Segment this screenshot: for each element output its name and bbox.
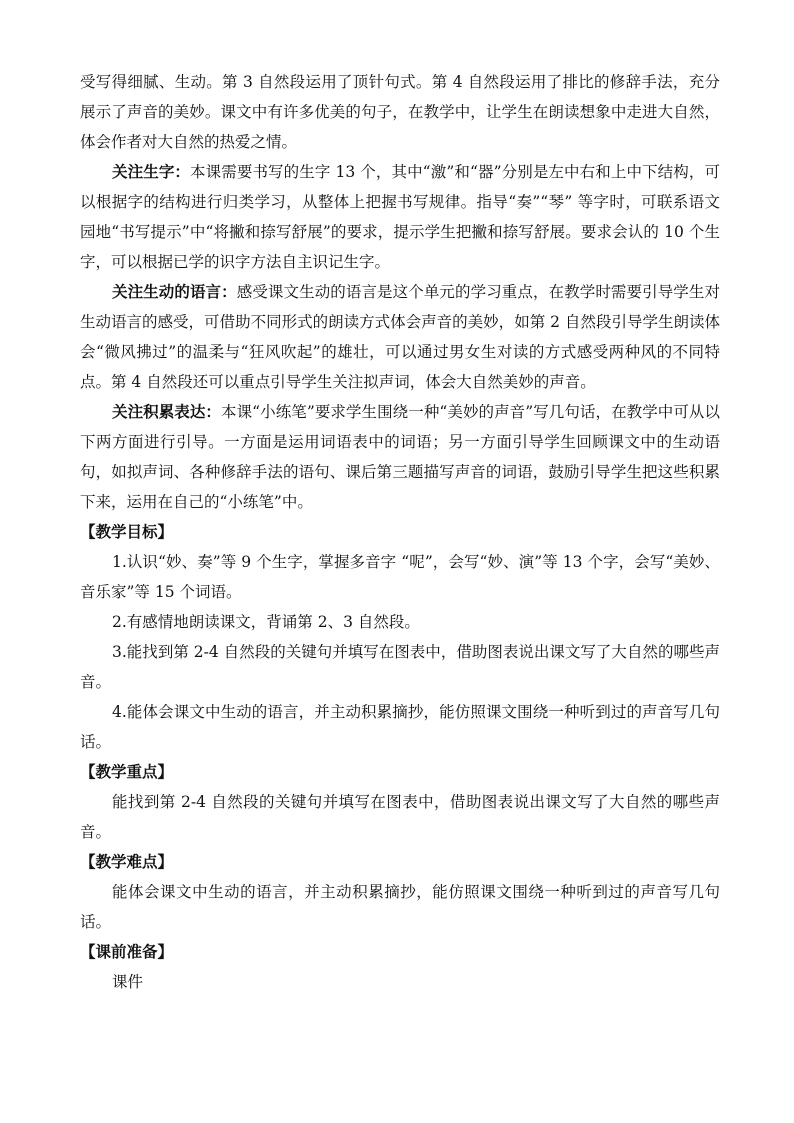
objective-item: 4.能体会课文中生动的语言，并主动积累摘抄，能仿照课文围绕一种听到过的声音写几句话。 <box>80 703 720 751</box>
focus-lead: 关注生动的语言： <box>112 282 237 301</box>
key-points-text: 能找到第 2-4 自然段的关键句并填写在图表中，借助图表说出课文写了大自然的哪些声音。 <box>80 793 720 841</box>
objective-item: 3.能找到第 2-4 自然段的关键句并填写在图表中，借助图表说出课文写了大自然的哪些声音。 <box>80 643 720 691</box>
objective-item: 2.有感情地朗读课文，背诵第 2、3 自然段。 <box>112 613 420 631</box>
focus-paragraph-characters <box>80 157 720 277</box>
difficulties-text: 能体会课文中生动的语言，并主动积累摘抄，能仿照课文围绕一种听到过的声音写几句话。 <box>80 883 720 931</box>
focus-lead: 关注生字： <box>112 162 191 181</box>
focus-text: 感受课文生动的语言是这个单元的学习重点，在教学时需要引导学生对生动语言的感受，可借助不同形式的朗读方式体会声音的美妙，如第 2 自然段引导学生朗读体会“微风拂过”的温柔与“狂风吹起”的雄壮，可以通过男女生对读的方式感受两种风的不同特点。第 4 自然段还可以重点引导学生关注拟声词，体会大自然美妙的声音。 <box>80 283 720 391</box>
focus-paragraph-expression <box>80 397 720 517</box>
document-page <box>80 67 720 997</box>
preparation-heading: 【课前准备】 <box>80 942 174 961</box>
objective-item: 1.认识“妙、奏”等 9 个生字，掌握多音字 “呢”，会写“妙、演”等 13 个字，会写“美妙、音乐家”等 15 个词语。 <box>80 553 720 601</box>
focus-text: 本课“小练笔”要求学生围绕一种“美妙的声音”写几句话，在教学中可从以下两方面进行引导。一方面是运用词语表中的词语；另一方面引导学生回顾课文中的生动语句，如拟声词、各种修辞手法的语句、课后第三题描写声音的词语，鼓励引导学生把这些积累下来，运用在自己的“小练笔”中。 <box>80 403 720 511</box>
difficulties-heading: 【教学难点】 <box>80 852 174 871</box>
focus-lead: 关注积累表达： <box>112 402 221 421</box>
objectives-heading: 【教学目标】 <box>80 522 174 541</box>
key-points-heading: 【教学重点】 <box>80 762 174 781</box>
focus-paragraph-language <box>80 277 720 397</box>
focus-text: 本课需要书写的生字 13 个，其中“激”和“器”分别是左中右和上中下结构，可以根据字的结构进行归类学习，从整体上把握书写规律。指导“奏”“琴” 等字时，可联系语文园地“书写提示”中“将撇和捺写舒展”的要求，提示学生把撇和捺写舒展。要求会认的 10 个生字，可以根据已学的识字方法自主识记生字。 <box>80 163 720 271</box>
preparation-text: 课件 <box>112 973 144 991</box>
intro-paragraph: 受写得细腻、生动。第 3 自然段运用了顶针句式。第 4 自然段运用了排比的修辞手法，充分展示了声音的美妙。课文中有许多优美的句子，在教学中，让学生在朗读想象中走进大自然，体会作者对大自然的热爱之情。 <box>80 73 720 151</box>
